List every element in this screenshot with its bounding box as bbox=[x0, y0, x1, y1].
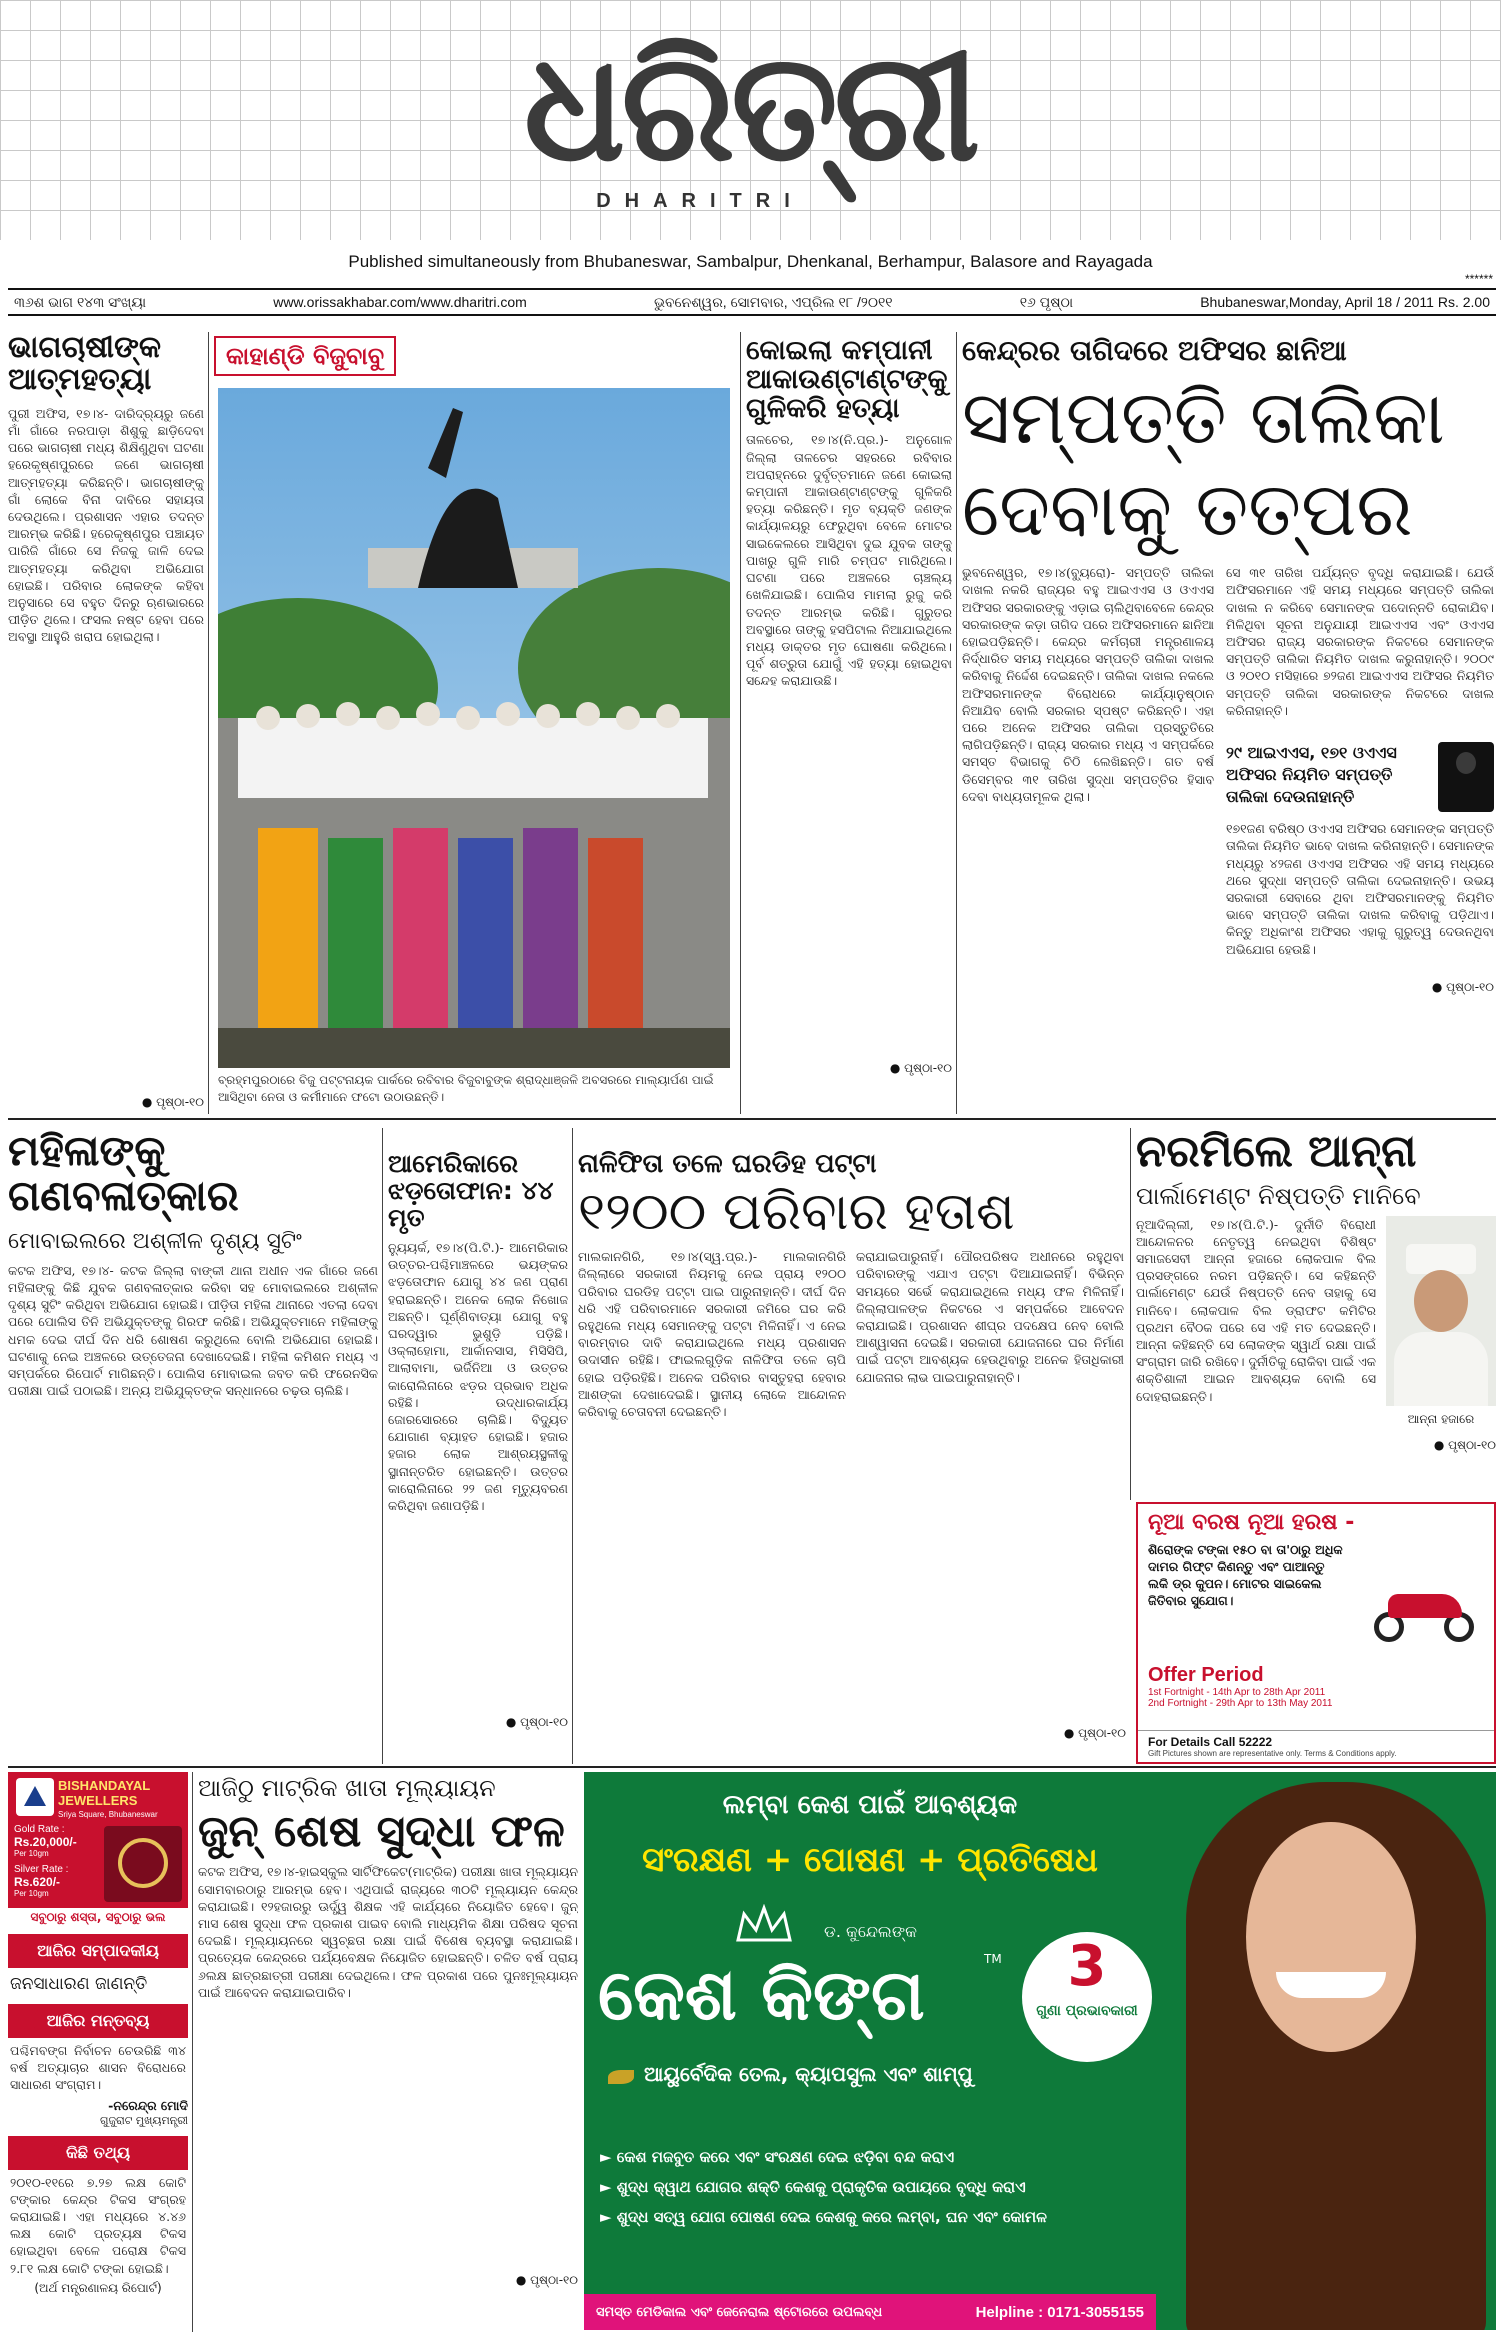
offer-details bbox=[1138, 1730, 1494, 1762]
story-body-col1: ମାଲକାନଗିରି, ୧୭।୪(ସ୍ୱ.ପ୍ର.)- ମାଲକାନଗିରି ଜିଲ୍ଲାରେ ସରକାରୀ ନିୟମକୁ ନେଇ ପ୍ରାୟ ୧୨୦୦ ପରିବାର ଘରଡିହ ପଟ୍ଟା ପାଇ ପାରୁନାହାନ୍ତି। ଦୀର୍ଘ ଦିନ ଧରି ଏହି ପରିବାରମାନେ ସରକାରୀ ଜମିରେ ଘର କରି ରହୁଥିଲେ ମଧ୍ୟ ସେମାନଙ୍କୁ ପଟ୍ଟା ମିଳିନାହିଁ। ଏ ନେଇ ବାରମ୍ବାର ଦାବି କରାଯାଇଥିଲେ ମଧ୍ୟ ପ୍ରଶାସନ ଉଦାସୀନ ରହିଛି। ଫାଇଲଗୁଡ଼ିକ ନାଳିଫିତା ତଳେ ଚାପି ହୋଇ ପଡ଼ିରହିଛି। ଅନେକ ପରିବାର ବାସ୍ତୁହରା ହେବାର ଆଶଙ୍କା ଦେଖାଦେଇଛି। ସ୍ଥାନୀୟ ଲୋକେ ଆନ୍ଦୋଳନ କରିବାକୁ ଚେତାବନୀ ଦେଇଛନ୍ତି। bbox=[578, 1249, 846, 1420]
lead-body-col1: ଭୁବନେଶ୍ୱର, ୧୭।୪(ବ୍ୟୁରୋ)- ସମ୍ପତ୍ତି ତାଲିକା ଦାଖଲ ନକରି ରାଜ୍ୟର ବହୁ ଆଇଏଏସ ଓ ଓଏଏସ ଅଫିସର ସରକାରଙ୍କୁ ଏଡ଼ାଇ ଚାଲିଥିବାବେଳେ କେନ୍ଦ୍ର ସରକାରଙ୍କ କଡ଼ା ତାଗିଦ ପରେ ଅଫିସରମାନେ ଛାନିଆ ହୋଇପଡ଼ିଛନ୍ତି। କେନ୍ଦ୍ର କର୍ମଚାରୀ ମନ୍ତ୍ରଣାଳୟ ନିର୍ଦ୍ଧାରିତ ସମୟ ମଧ୍ୟରେ ସମ୍ପତ୍ତି ତାଲିକା ଦାଖଲ କରିବାକୁ ନିର୍ଦ୍ଦେଶ ଦେଇଛନ୍ତି। ତାଲିକା ଦାଖଲ ନକଲେ ଅଫିସରମାନଙ୍କ ବିରୋଧରେ କାର୍ଯ୍ୟାନୁଷ୍ଠାନ ନିଆଯିବ ବୋଲି ସରକାର ସ୍ପଷ୍ଟ କରିଛନ୍ତି। ଏହା ପରେ ଅନେକ ଅଫିସର ତାଲିକା ପ୍ରସ୍ତୁତିରେ ଲାଗିପଡ଼ିଛନ୍ତି। ରାଜ୍ୟ ସରକାର ମଧ୍ୟ ଏ ସମ୍ପର୍କରେ ସମସ୍ତ ବିଭାଗକୁ ଚିଠି ଲେଖିଛନ୍ତି। ଗତ ବର୍ଷ ଡିସେମ୍ବର ୩୧ ତାରିଖ ସୁଦ୍ଧା ସମ୍ପତ୍ତିର ହିସାବ ଦେବା ବାଧ୍ୟତାମୂଳକ ଥିଲା। bbox=[962, 565, 1214, 804]
biju-statue-photo bbox=[218, 388, 730, 1068]
offer-period-box bbox=[1148, 1664, 1368, 1709]
highlight-text: ୨୯ ଆଇଏଏସ, ୧୭୧ ଓଏଏସ ଅଫିସର ନିୟମିତ ସମ୍ପତ୍ତି ତାଲିକା ଦେଉନାହାନ୍ତି bbox=[1226, 743, 1397, 807]
jewellers-logo-icon bbox=[16, 1778, 54, 1816]
photo-label bbox=[214, 336, 734, 384]
kesh-footer-text: ସମସ୍ତ ମେଡିକାଲ ଏବଂ ଜେନେରାଲ ଷ୍ଟୋରରେ ଉପଲବ୍ଧ bbox=[596, 2304, 883, 2320]
story-body-col2: କରାଯାଇପାରୁନାହିଁ। ପୌରପରିଷଦ ଅଧୀନରେ ରହୁଥିବା ପରିବାରଙ୍କୁ ଏଯାଏ ପଟ୍ଟା ଦିଆଯାଇନାହିଁ। ବିଭିନ୍ନ ସମୟରେ ସର୍ଭେ କରାଯାଇଥିଲେ ମଧ୍ୟ ଫଳ ମିଳିନାହିଁ। ଜିଲ୍ଲାପାଳଙ୍କ ନିକଟରେ ଏ ସମ୍ପର୍କରେ ଆବେଦନ କରାଯାଇଛି। ପ୍ରଶାସନ ଶୀଘ୍ର ପଦକ୍ଷେପ ନେବ ବୋଲି ଆଶ୍ୱାସନା ଦେଇଛି। ସରକାରୀ ଯୋଜନାରେ ଘର ନିର୍ମାଣ ପାଇଁ ପଟ୍ଟା ଆବଶ୍ୟକ ହେଉଥିବାରୁ ଅନେକ ହିତାଧିକାରୀ ଯୋଜନାର ଲାଭ ପାଇପାରୁନାହାନ୍ତି। bbox=[856, 1249, 1124, 1385]
crown-icon-svg bbox=[734, 1904, 794, 1948]
jewellers-location: Sriya Square, Bhubaneswar bbox=[58, 1810, 158, 1819]
jewellers-tagline: ସବୁଠାରୁ ଶସ୍ତା, ସବୁଠାରୁ ଭଲ bbox=[8, 1908, 188, 1927]
headline: ୧୨୦୦ ପରିବାର ହତାଶ bbox=[578, 1182, 1015, 1243]
story-gang-rape bbox=[8, 1128, 378, 1764]
lead-highlight-box bbox=[1226, 742, 1494, 812]
kesh-footer-bar bbox=[584, 2294, 1156, 2330]
continued-marker[interactable]: ● ପୃଷ୍ଠା-୧୦ bbox=[1431, 980, 1494, 995]
story-body: ନୂଆଦିଲ୍ଲୀ, ୧୭।୪(ପି.ଟି.)- ଦୁର୍ନୀତି ବିରୋଧୀ ଆନ୍ଦୋଳନର ନେତୃତ୍ୱ ନେଇଥିବା ବିଶିଷ୍ଟ ସମାଜସେବୀ ଆନ୍ନା ହଜାରେ ଲୋକପାଳ ବିଲ ପ୍ରସଙ୍ଗରେ ନରମ ପଡ଼ିଛନ୍ତି। ସେ କହିଛନ୍ତି ପାର୍ଲାମେଣ୍ଟ ଯେଉଁ ନିଷ୍ପତ୍ତି ନେବ ତାହାକୁ ସେ ମାନିବେ। ଲୋକପାଳ ବିଲ ଡ୍ରାଫଟ କମିଟିର ପ୍ରଥମ ବୈଠକ ପରେ ସେ ଏହି ମତ ଦେଇଛନ୍ତି। ଆନ୍ନା କହିଛନ୍ତି ସେ ଲୋକଙ୍କ ସ୍ୱାର୍ଥ ରକ୍ଷା ପାଇଁ ସଂଗ୍ରାମ ଜାରି ରଖିବେ। ଦୁର୍ନୀତିକୁ ରୋକିବା ପାଇଁ ଏକ ଶକ୍ତିଶାଳୀ ଆଇନ ଆବଶ୍ୟକ ବୋଲି ସେ ଦୋହରାଇଛନ୍ତି। bbox=[1136, 1216, 1376, 1404]
lead-body-col3: ୧୭୧ଜଣ ବରିଷ୍ଠ ଓଏଏସ ଅଫିସର ସେମାନଙ୍କ ସମ୍ପତ୍ତି ତାଲିକା ନିୟମିତ ଭାବେ ଦାଖଲ କରିନାହାନ୍ତି। ସେମାନଙ୍କ ମଧ୍ୟରୁ ୪୨ଜଣ ଓଏଏସ ଅଫିସର ଏହି ସମୟ ମଧ୍ୟରେ ଥରେ ସୁଦ୍ଧା ସମ୍ପତ୍ତି ତାଲିକା ଦେଇନାହାନ୍ତି। ଉଭୟ ସରକାରୀ ସେବାରେ ଥିବା ଅଫିସରମାନଙ୍କୁ ନିୟମିତ ଭାବେ ସମ୍ପତ୍ତି ତାଲିକା ଦାଖଲ କରିବାକୁ ପଡ଼ିଥାଏ। କିନ୍ତୁ ଅଧିକାଂଶ ଅଫିସର ଏହାକୁ ଗୁରୁତ୍ୱ ଦେଉନଥିବା ଅଭିଯୋଗ ହେଉଛି। bbox=[1226, 821, 1494, 957]
kicker: କେନ୍ଦ୍ରର ତାଗିଦରେ ଅଫିସର ଛାନିଆ bbox=[962, 336, 1347, 367]
continued-marker[interactable]: ● ପୃଷ୍ଠା-୧୦ bbox=[1063, 1726, 1126, 1741]
headline: ଭାଗଚାଷୀଙ୍କ ଆତ୍ମହତ୍ୟା bbox=[8, 332, 162, 398]
offer-period-2: 2nd Fortnight - 29th Apr to 13th May 2011 bbox=[1148, 1698, 1333, 1709]
continued-marker[interactable]: ● ପୃଷ୍ଠା-୧୦ bbox=[1433, 1437, 1496, 1452]
editorial-label-text: ଆଜିର ସମ୍ପାଦକୀୟ bbox=[23, 1937, 173, 1965]
motorcycle-image bbox=[1364, 1564, 1484, 1644]
story-body: କଟକ ଅଫିସ, ୧୭।୪-ହାଇସ୍କୁଲ ସାର୍ଟିଫିକେଟ(ମାଟ୍ରିକ) ପରୀକ୍ଷା ଖାତା ମୂଲ୍ୟାୟନ ସୋମବାରଠାରୁ ଆରମ୍ଭ ହେବ। ଏଥିପାଇଁ ରାଜ୍ୟରେ ୩୦ଟି ମୂଲ୍ୟାୟନ କେନ୍ଦ୍ର କରାଯାଇଛି। ୧୨ହଜାରରୁ ଊର୍ଦ୍ଧ୍ୱ ଶିକ୍ଷକ ଏହି କାର୍ଯ୍ୟରେ ନିୟୋଜିତ ହେବେ। ଜୁନ୍ ମାସ ଶେଷ ସୁଦ୍ଧା ଫଳ ପ୍ରକାଶ ପାଇବ ବୋଲି ମାଧ୍ୟମିକ ଶିକ୍ଷା ପରିଷଦ ସୂଚନା ଦେଇଛି। ମୂଲ୍ୟାୟନରେ ସ୍ୱଚ୍ଛତା ରକ୍ଷା ପାଇଁ ବିଶେଷ ବ୍ୟବସ୍ଥା କରାଯାଇଛି। ପ୍ରତ୍ୟେକ କେନ୍ଦ୍ରରେ ପର୍ଯ୍ୟବେକ୍ଷକ ନିୟୋଜିତ ହୋଇଛନ୍ତି। ଚଳିତ ବର୍ଷ ପ୍ରାୟ ୬ଲକ୍ଷ ଛାତ୍ରଛାତ୍ରୀ ପରୀକ୍ଷା ଦେଇଥିଲେ। ଫଳ ପ୍ରକାଶ ପରେ ପୁନଃମୂଲ୍ୟାୟନ ପାଇଁ ଆବେଦନ କରାଯାଇପାରିବ। bbox=[198, 1864, 578, 2000]
kesh-top-line: ଲମ୍ବା କେଶ ପାଇଁ ଆବଶ୍ୟକ bbox=[722, 1790, 1018, 1820]
story-body: ପୁରୀ ଅଫିସ, ୧୭।୪- ଦାରିଦ୍ର୍ୟରୁ ଜଣେ ମାଁ ଗାଁରେ ନରପାଡ଼ା ଶିଶୁକୁ ଛାଡ଼ିଦେବା ପରେ ଭାଗଚାଷୀ ମଧ୍ୟ ଶିକ୍ଷିଣୁଥିବା ଘଟଣା ହରେକୃଷ୍ଣପୁରରେ ଜଣେ ଭାଗଚାଷୀ ଆତ୍ମହତ୍ୟା କରିଛନ୍ତି। ଭାଗଚାଷୀଙ୍କୁ ଗାଁ ଲୋକେ ବିନା ଦାବିରେ ସହାୟତା ଦେଉଥିଲେ। ପ୍ରଶାସନ ଏହାର ତଦନ୍ତ ଆରମ୍ଭ କରିଛି। ହରେକୃଷ୍ଣପୁର ପଞ୍ଚାୟତ ପାରିଜି ଗାଁରେ ସେ ନିଜକୁ ଜାଳି ଦେଇ ଆତ୍ମହତ୍ୟା କରିଥିବା ଅଭିଯୋଗ ହୋଇଛି। ପରିବାର ଲୋକଙ୍କ କହିବା ଅନୁସାରେ ସେ ବହୁତ ଦିନରୁ ଋଣଭାରରେ ପୀଡ଼ିତ ଥିଲେ। ଫସଲ ନଷ୍ଟ ହେବା ପରେ ଅବସ୍ଥା ଆହୁରି ଖରାପ ହୋଇଥିଲା। bbox=[8, 405, 204, 645]
fact-label bbox=[8, 2136, 188, 2170]
lead-headline: ସମ୍ପତ୍ତି ତାଲିକା ଦେବାକୁ ତତ୍ପର bbox=[962, 375, 1445, 554]
comment-text: ପଶ୍ଚିମବଙ୍ଗ ନିର୍ବାଚନ ଚେଉରିଛି ୩୪ ବର୍ଷ ଅତ୍ୟାଚାର ଶାସନ ବିରୋଧରେ ସାଧାରଣ ସଂଗ୍ରାମ। bbox=[10, 2043, 186, 2093]
story-us-storm bbox=[388, 1150, 568, 1764]
kesh-product-line: ଆୟୁର୍ବେଦିକ ତେଲ, କ୍ୟାପସୁଲ ଏବଂ ଶାମ୍ପୁ bbox=[644, 2062, 973, 2086]
story-coal-murder bbox=[746, 336, 952, 1114]
masthead bbox=[0, 0, 1501, 240]
offer-headline: ନୂଆ ବରଷ ନୂଆ ହରଷ - bbox=[1148, 1510, 1355, 1535]
fact-text: ୨୦୧୦-୧୧ରେ ୭.୨୭ ଲକ୍ଷ କୋଟି ଟଙ୍କାର କେନ୍ଦ୍ର ଟିକସ ସଂଗ୍ରହ କରାଯାଇଛି। ଏହା ମଧ୍ୟରେ ୪.୪୬ ଲକ୍ଷ କୋଟି ପ୍ରତ୍ୟକ୍ଷ ଟିକସ ହୋଇଥିବା ବେଳେ ପରୋକ୍ଷ ଟିକସ ୨.୮୧ ଲକ୍ଷ କୋଟି ଟଙ୍କା ହୋଇଛି। bbox=[10, 2174, 186, 2276]
gold-rate-label: Gold Rate : bbox=[14, 1824, 65, 1835]
logo-odia-text: ଧରିତ୍ରୀ bbox=[523, 19, 977, 195]
offer-text: ଶିରୋଙ୍କ ଟଙ୍କା ୧୫୦ ବା ତା'ଠାରୁ ଅଧିକ ଦାମର ଗିଫ୍ଟ କିଣନ୍ତୁ ଏବଂ ପାଆନ୍ତୁ ଲକି ଡ୍ର କୁପନ। ମୋଟର ସାଇକେଲ ଜିତିବାର ସୁଯୋଗ। bbox=[1148, 1542, 1343, 1608]
photo-caption: ବ୍ରହ୍ମପୁରଠାରେ ବିଜୁ ପଟ୍ଟନାୟକ ପାର୍କରେ ରବିବାର ବିଜୁବାବୁଙ୍କ ଶ୍ରାଦ୍ଧାଞ୍ଜଳି ଅବସରରେ ମାଲ୍ୟାର୍ପଣ ପାଇଁ ଆସିଥିବା ନେତା ଓ କର୍ମୀମାନେ ଫଟୋ ଉଠାଉଛନ୍ତି। bbox=[218, 1073, 714, 1104]
story-farmer-suicide bbox=[8, 332, 204, 1114]
offer-disclaimer: Gift Pictures shown are representative only. Terms & Conditions apply. bbox=[1148, 1749, 1397, 1758]
headline: ଜୁନ୍ ଶେଷ ସୁଦ୍ଧା ଫଳ bbox=[198, 1805, 565, 1857]
date-info-bar bbox=[8, 288, 1496, 316]
story-body: କଟକ ଅଫିସ, ୧୭।୪- କଟକ ଜିଲ୍ଲା ବାଙ୍କୀ ଥାନା ଅଧୀନ ଏକ ଗାଁରେ ଜଣେ ମହିଳାଙ୍କୁ କିଛି ଯୁବକ ଗଣବଳାତ୍କାର କରିବା ସହ ମୋବାଇଲରେ ଅଶ୍ଳୀଳ ଦୃଶ୍ୟ ସୁଟିଂ କରିଥିବା ଅଭିଯୋଗ ହୋଇଛି। ପୀଡ଼ିତା ମହିଳା ଥାନାରେ ଏତଲା ଦେବା ପରେ ପୋଲିସ ତିନି ଅଭିଯୁକ୍ତଙ୍କୁ ଗିରଫ କରିଛି। ଅଭିଯୁକ୍ତମାନେ ମହିଳାଙ୍କୁ ଧମକ ଦେଇ ଦୀର୍ଘ ଦିନ ଧରି ଶୋଷଣ କରୁଥିଲେ ବୋଲି ଅଭିଯୋଗ ହୋଇଛି। ଘଟଣାକୁ ନେଇ ଅଞ୍ଚଳରେ ଉତ୍ତେଜନା ଦେଖାଦେଇଛି। ମହିଳା କମିଶନ ମଧ୍ୟ ଏ ସମ୍ପର୍କରେ ରିପୋର୍ଟ ମାଗିଛନ୍ତି। ପୋଲିସ ମୋବାଇଲ ଜବତ କରି ଫରେନସିକ ପରୀକ୍ଷା ପାଇଁ ପଠାଇଛି। ଅନ୍ୟ ଅଭିଯୁକ୍ତଙ୍କ ସନ୍ଧାନରେ ଚଢ଼ଉ ଚାଲିଛି। bbox=[8, 1262, 378, 1399]
kesh-badge-text: ଗୁଣା ପ୍ରଭାବକାରୀ bbox=[1036, 2003, 1138, 2019]
comment-label-text: ଆଜିର ମନ୍ତବ୍ୟ bbox=[33, 2007, 164, 2035]
gold-rate-price: Rs.20,000/- bbox=[14, 1835, 77, 1849]
silver-rate-label: Silver Rate : bbox=[14, 1864, 69, 1875]
kesh-helpline[interactable]: Helpline : 0171-3055155 bbox=[975, 2303, 1144, 2321]
kicker: ଆଜିଠୁ ମାଟ୍ରିକ ଖାତା ମୂଲ୍ୟାୟନ bbox=[198, 1776, 496, 1802]
comment-author: -ନରେନ୍ଦ୍ର ମୋଦି bbox=[108, 2097, 188, 2113]
story-anna-hazare bbox=[1136, 1128, 1496, 1498]
sidebar-columns bbox=[8, 1934, 188, 2332]
headline: କୋଇଲା କମ୍ପାନୀ ଆକାଉଣ୍ଟାଣ୍ଟଙ୍କୁ ଗୁଳିକରି ହତ୍ୟା bbox=[746, 336, 948, 425]
offer-details-call: For Details Call 52222 bbox=[1148, 1735, 1273, 1749]
silver-rate-price: Rs.620/- bbox=[14, 1875, 61, 1889]
officer-photo bbox=[1438, 742, 1494, 812]
silver-rate bbox=[14, 1864, 68, 1898]
logo-latin-text: DHARITRI bbox=[596, 190, 804, 212]
continued-marker[interactable]: ● ପୃଷ୍ଠା-୧୦ bbox=[141, 1094, 204, 1109]
leaf-icon bbox=[608, 2070, 634, 2084]
editorial-text[interactable]: ଜନସାଧାରଣ ଜାଣନ୍ତି bbox=[10, 1974, 148, 1994]
story-land-patta bbox=[578, 1150, 1126, 1764]
kesh-badge-number: 3 bbox=[1067, 1934, 1107, 1999]
comment-label bbox=[8, 2004, 188, 2038]
edition-stars: ****** bbox=[1464, 272, 1493, 286]
ad-new-year-offer[interactable] bbox=[1136, 1502, 1496, 1764]
photo-label-text: କାହାଣ୍ଡି ବିଜୁବାବୁ bbox=[214, 336, 396, 376]
fact-label-text: କିଛି ତଥ୍ୟ bbox=[52, 2139, 144, 2167]
kesh-brand: କେଶ କିଙ୍ଗ bbox=[598, 1954, 925, 2036]
kesh-benefits: ସଂରକ୍ଷଣ + ପୋଷଣ + ପ୍ରତିଷେଧ bbox=[642, 1840, 1098, 1880]
anna-photo-caption: ଆନ୍ନା ହଜାରେ bbox=[1407, 1411, 1475, 1426]
offer-period-1: 1st Fortnight - 14th Apr to 28th Apr 2011 bbox=[1148, 1687, 1326, 1698]
dharitri-logo bbox=[490, 19, 1010, 222]
subhead: ପାର୍ଲାମେଣ୍ଟ ନିଷ୍ପତ୍ତି ମାନିବେ bbox=[1136, 1181, 1421, 1210]
kesh-bullet-1: ► କେଶ ମଜବୁତ କରେ ଏବଂ ସଂରକ୍ଷଣ ଦେଇ ଝଡ଼ିବା ବନ୍ଦ କରାଏ bbox=[600, 2148, 955, 2166]
website-links[interactable]: www.orissakhabar.com/www.dharitri.com bbox=[273, 294, 527, 310]
english-dateline: Bhubaneswar,Monday, April 18 / 2011 Rs. 2.00 bbox=[1200, 294, 1490, 310]
kesh-bullet-2: ► ଶୁଦ୍ଧ କ୍ୱାଥ ଯୋଗର ଶକ୍ତି କେଶକୁ ପ୍ରାକୃତିକ ଉପାୟରେ ବୃଦ୍ଧି କରାଏ bbox=[600, 2178, 1026, 2196]
story-body: ନ୍ୟୁୟର୍କ, ୧୭।୪(ପି.ଟି.)- ଆମେରିକାର ଉତ୍ତର-ପଶ୍ଚିମାଞ୍ଚଳରେ ଭୟଙ୍କର ଝଡ଼ତୋଫାନ ଯୋଗୁ ୪୪ ଜଣ ପ୍ରାଣ ହରାଇଛନ୍ତି। ଅନେକ ଲୋକ ନିଖୋଜ ଅଛନ୍ତି। ଘୂର୍ଣ୍ଣିବାତ୍ୟା ଯୋଗୁ ବହୁ ଘରଦ୍ୱାର ଭୁଶୁଡ଼ି ପଡ଼ିଛି। ଓକ୍ଲାହୋମା, ଆର୍କାନସାସ, ମିସିସିପି, ଆଲାବାମା, ଭର୍ଜିନିଆ ଓ ଉତ୍ତର କାରୋଲିନାରେ ଝଡ଼ର ପ୍ରଭାବ ଅଧିକ ରହିଛି। ଉଦ୍ଧାରକାର୍ଯ୍ୟ ଜୋରସୋରରେ ଚାଲିଛି। ବିଦ୍ୟୁତ ଯୋଗାଣ ବ୍ୟାହତ ହୋଇଛି। ହଜାର ହଜାର ଲୋକ ଆଶ୍ରୟସ୍ଥଳୀକୁ ସ୍ଥାନାନ୍ତରିତ ହୋଇଛନ୍ତି। ଉତ୍ତର କାରୋଲିନାରେ ୨୨ ଜଣ ମୃତ୍ୟୁବରଣ କରିଥିବା ଜଣାପଡ଼ିଛି। bbox=[388, 1240, 568, 1514]
gold-rate-unit: Per 10gm bbox=[14, 1849, 49, 1858]
continued-marker[interactable]: ● ପୃଷ୍ଠା-୧୦ bbox=[889, 1061, 952, 1076]
statue-crowd-image bbox=[218, 388, 730, 1068]
crown-icon bbox=[734, 1904, 794, 1948]
headline: ମହିଳାଙ୍କୁ ଗଣବଳାତ୍କାର bbox=[8, 1128, 239, 1221]
kesh-brand-prefix: ଡ. କୁନ୍ଦେଲଙ୍କ bbox=[824, 1922, 917, 1941]
published-editions: Published simultaneously from Bhubaneswar, Sambalpur, Dhenkanal, Berhampur, Balasore and Rayagada bbox=[348, 252, 1153, 271]
comment-author-role: ଗୁଜୁରାଟ ମୁଖ୍ୟମନ୍ତ୍ରୀ bbox=[100, 2113, 188, 2127]
headline: ଆମେରିକାରେ ଝଡ଼ତୋଫାନ: ୪୪ ମୃତ bbox=[388, 1150, 554, 1232]
ad-kesh-king[interactable] bbox=[584, 1772, 1496, 2330]
lead-body-col2: ସେ ୩୧ ତାରିଖ ପର୍ଯ୍ୟନ୍ତ ବୃଦ୍ଧି କରାଯାଇଛି। ଯେଉଁ ଅଫିସରମାନେ ଏହି ସମୟ ମଧ୍ୟରେ ସମ୍ପତ୍ତି ତାଲିକା ଦାଖଲ ନ କରିବେ ସେମାନଙ୍କ ପଦୋନ୍ନତି ରୋକାଯିବ। ମିଳିଥିବା ସୂଚନା ଅନୁଯାୟୀ ଆଇଏଏସ ଏବଂ ଓଏଏସ ଅଫିସର ରାଜ୍ୟ ସରକାରଙ୍କ ନିକଟରେ ସେମାନଙ୍କ ସମ୍ପତ୍ତି ତାଲିକା ନିୟମିତ ଦାଖଲ କରୁନାହାନ୍ତି। ୨୦୦୯ ଓ ୨୦୧୦ ମସିହାରେ ୭୨ଜଣ ଆଇଏଏସ ଅଫିସର ନିୟମିତ ସମ୍ପତ୍ତି ତାଲିକା ସରକାରଙ୍କ ନିକଟରେ ଦାଖଲ କରିନାହାନ୍ତି। bbox=[1226, 565, 1494, 718]
page-count: ୧୬ ପୃଷ୍ଠା bbox=[1019, 293, 1074, 310]
kicker: ନାଳିଫିତା ତଳେ ଘରଡିହ ପଟ୍ଟା bbox=[578, 1150, 877, 1179]
headline: ନରମିଲେ ଆନ୍ନା bbox=[1136, 1128, 1417, 1177]
jewellery-image bbox=[104, 1826, 182, 1902]
kesh-badge bbox=[1022, 1932, 1152, 2062]
photo-story-biju-statue bbox=[214, 336, 734, 1116]
fact-source: (ଅର୍ଥ ମନ୍ତ୍ରଣାଳୟ ରିପୋର୍ଟ) bbox=[34, 2280, 162, 2295]
odia-dateline: ଭୁବନେଶ୍ୱର, ସୋମବାର, ଏପ୍ରିଲ ୧୮ /୨୦୧୧ bbox=[653, 293, 893, 310]
gold-rate bbox=[14, 1824, 77, 1858]
anna-hazare-photo bbox=[1386, 1216, 1496, 1406]
jewellers-name: BISHANDAYAL JEWELLERS bbox=[58, 1778, 150, 1808]
kesh-bullet-3: ► ଶୁଦ୍ଧ ସତ୍ୱ ଯୋଗ ପୋଷଣ ଦେଇ କେଶକୁ କରେ ଲମ୍ବା, ଘନ ଏବଂ କୋମଳ bbox=[600, 2208, 1047, 2226]
editorial-label bbox=[8, 1934, 188, 1968]
model-image bbox=[1156, 1772, 1496, 2330]
continued-marker[interactable]: ● ପୃଷ୍ଠା-୧୦ bbox=[515, 2273, 578, 2288]
lead-story-asset-list bbox=[962, 336, 1496, 1116]
kesh-tm: TM bbox=[984, 1952, 1002, 1966]
ad-bishandayal-jewellers[interactable] bbox=[8, 1772, 188, 1927]
subhead: ମୋବାଇଲରେ ଅଶ୍ଳୀଳ ଦୃଶ୍ୟ ସୁଟିଂ bbox=[8, 1228, 302, 1254]
continued-marker[interactable]: ● ପୃଷ୍ଠା-୧୦ bbox=[505, 1715, 568, 1729]
issue-number: ୩୬ଶ ଭାଗ ୧୪୩ ସଂଖ୍ୟା bbox=[14, 293, 147, 310]
story-body: ତାଳଚେର, ୧୭।୪(ନି.ପ୍ର.)- ଅନୁଗୋଳ ଜିଲ୍ଲା ତାଳଚେର ସହରରେ ରବିବାର ଅପରାହ୍ନରେ ଦୁର୍ବୃତ୍ତମାନେ ଜଣେ କୋଇଲା କମ୍ପାନୀ ଆକାଉଣ୍ଟାଣ୍ଟଙ୍କୁ ଗୁଳିକରି ହତ୍ୟା କରିଛନ୍ତି। ମୃତ ବ୍ୟକ୍ତି ଜଣଙ୍କ କାର୍ଯ୍ୟାଳୟରୁ ଫେରୁଥିବା ବେଳେ ମୋଟର ସାଇକେଲରେ ଆସିଥିବା ଦୁଇ ଯୁବକ ତାଙ୍କୁ ପାଖରୁ ଗୁଳି ମାରି ଚମ୍ପଟ ମାରିଥିଲେ। ଘଟଣା ପରେ ଅଞ୍ଚଳରେ ଚାଞ୍ଚଲ୍ୟ ଖେଳିଯାଇଛି। ପୋଲିସ ମାମଲା ରୁଜୁ କରି ତଦନ୍ତ ଆରମ୍ଭ କରିଛି। ଗୁରୁତର ଅବସ୍ଥାରେ ତାଙ୍କୁ ହସପିଟାଲ ନିଆଯାଇଥିଲେ ମଧ୍ୟ ଡାକ୍ତର ମୃତ ଘୋଷଣା କରିଥିଲେ। ପୂର୍ବ ଶତ୍ରୁତା ଯୋଗୁଁ ଏହି ହତ୍ୟା ହୋଇଥିବା ସନ୍ଦେହ କରାଯାଉଛି। bbox=[746, 432, 952, 689]
offer-period-title: Offer Period bbox=[1148, 1664, 1264, 1686]
silver-rate-unit: Per 10gm bbox=[14, 1889, 49, 1898]
story-matric-evaluation bbox=[198, 1776, 578, 2332]
kesh-bullets bbox=[600, 2142, 1160, 2232]
